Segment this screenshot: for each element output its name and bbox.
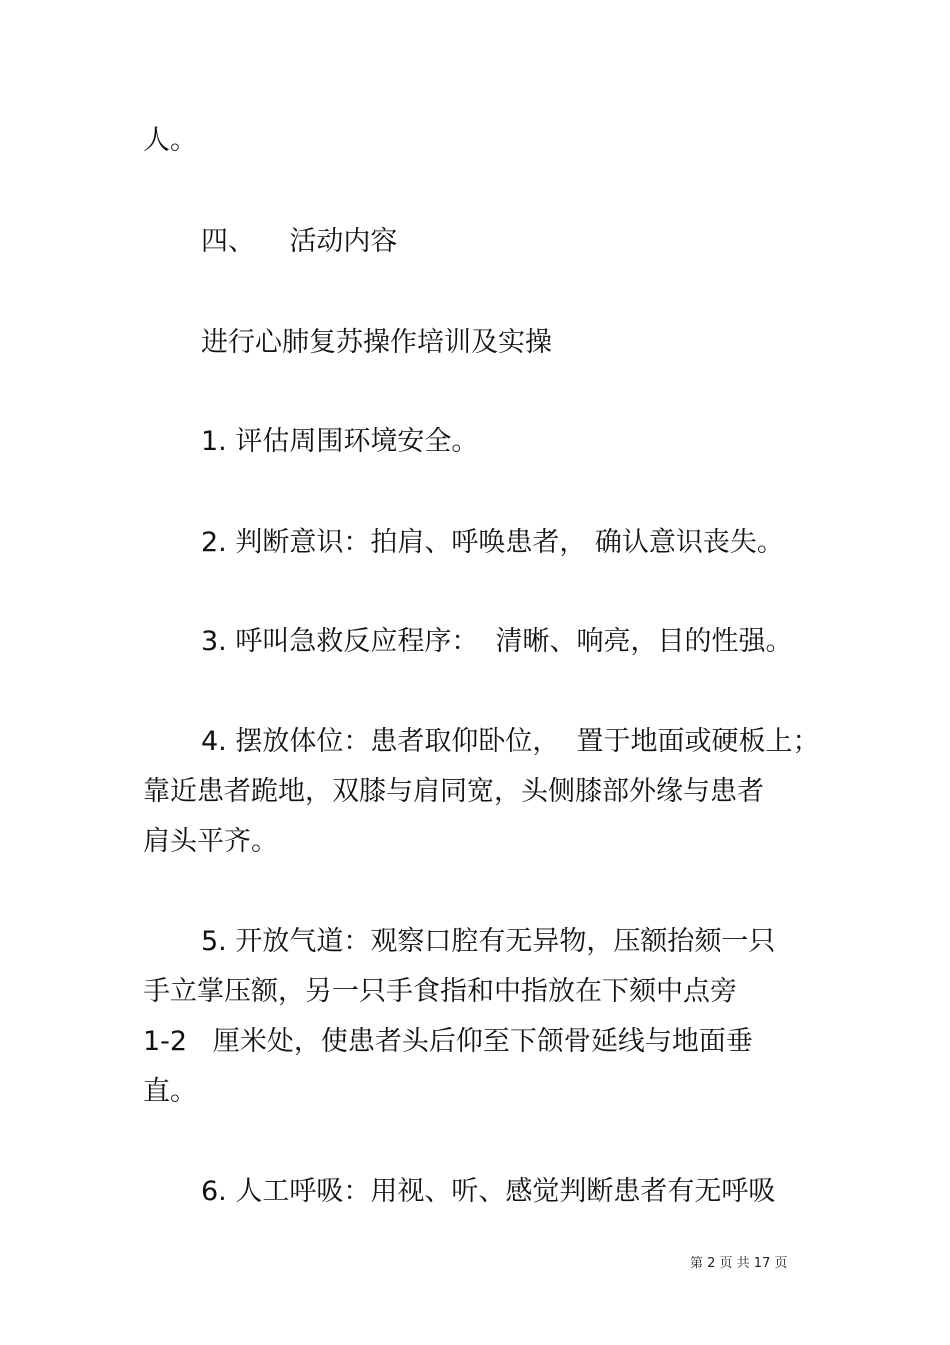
list-item-5-line-1: 5. 开放气道：观察口腔有无异物，压额抬颏一只: [201, 926, 776, 957]
list-item-5-line-4: 直。: [143, 1076, 197, 1107]
list-item-4-line-3: 肩头平齐。: [143, 826, 278, 857]
list-item-1: 1. 评估周围环境安全。: [201, 426, 479, 457]
list-item-3: 3. 呼叫急救反应程序： 清晰、响亮，目的性强。: [201, 626, 793, 657]
section-heading: 四、 活动内容: [201, 226, 398, 257]
list-item-4-line-2: 靠近患者跪地，双膝与肩同宽，头侧膝部外缘与患者: [143, 776, 764, 807]
list-item-5-line-2: 手立掌压额，另一只手食指和中指放在下颏中点旁: [143, 976, 737, 1007]
text-line-continuation: 人。: [143, 125, 197, 156]
page-number-footer: 第 2 页 共 17 页: [690, 1256, 788, 1271]
list-item-4-line-1: 4. 摆放体位：患者取仰卧位， 置于地面或硬板上；: [201, 726, 820, 757]
list-item-5-line-3: 1-2 厘米处，使患者头后仰至下颌骨延线与地面垂: [143, 1026, 753, 1057]
list-item-6-line-1: 6. 人工呼吸：用视、听、感觉判断患者有无呼吸: [201, 1176, 776, 1207]
list-item-2: 2. 判断意识：拍肩、呼唤患者， 确认意识丧失。: [201, 527, 784, 558]
paragraph-intro: 进行心肺复苏操作培训及实操: [201, 327, 552, 358]
